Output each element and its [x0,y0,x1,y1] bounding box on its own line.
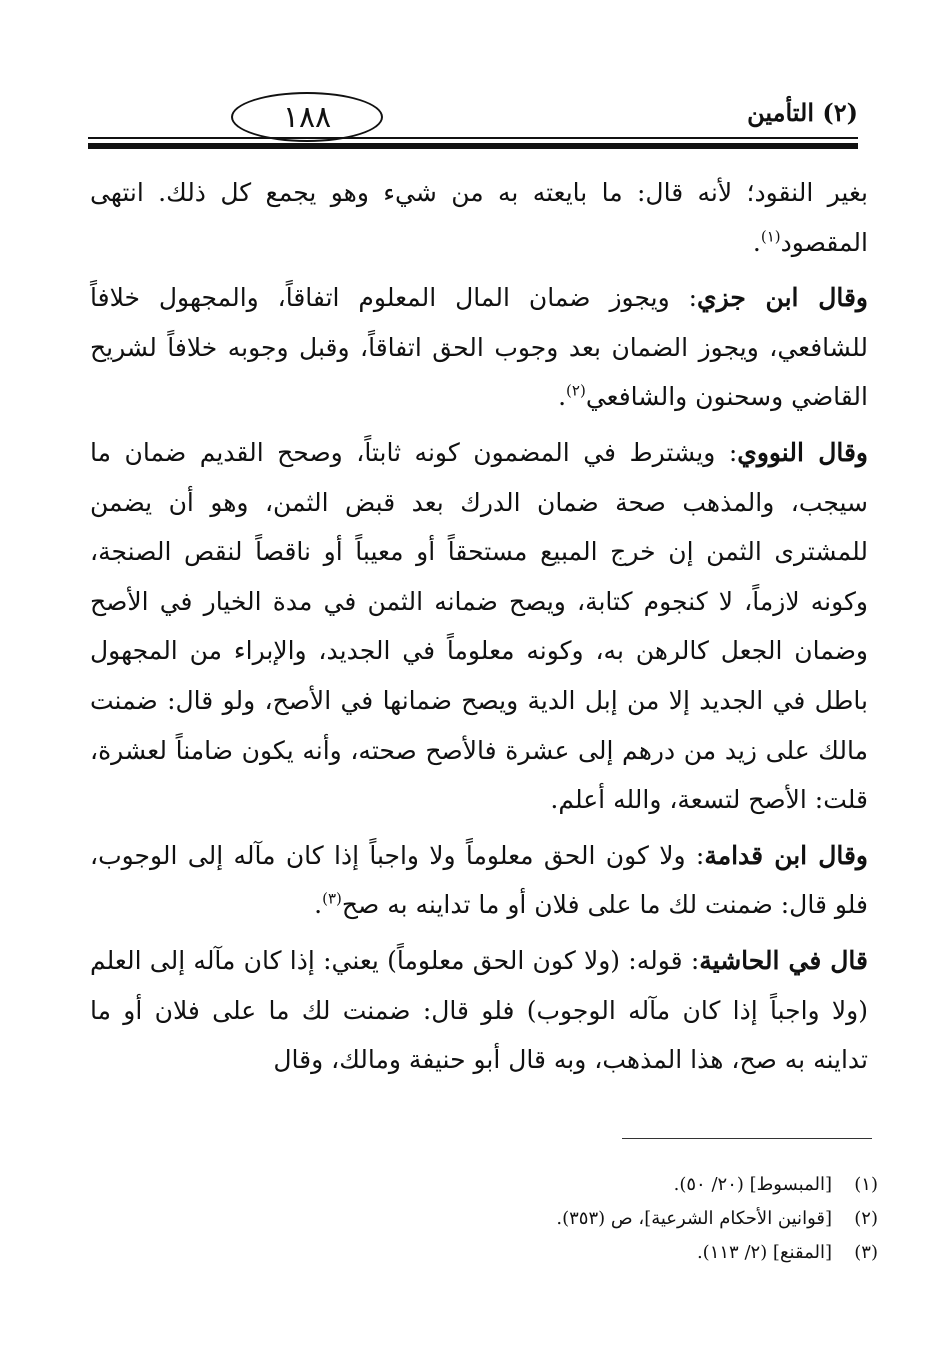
footnote [300,1202,878,1236]
paragraph-speaker: وقال ابن قدامة [704,840,869,870]
paragraph-tail: . [314,890,323,920]
paragraph [90,831,868,930]
footnote-ref[interactable]: (٣) [322,889,342,908]
footnote-number: (٣) [854,1242,878,1263]
footnote-ref[interactable]: (١) [760,227,781,246]
paragraph-speaker: وقال النووي [737,437,868,467]
paragraph [90,428,868,825]
footnote-number: (٢) [854,1208,878,1229]
page-header [88,88,858,158]
header-rule-thin [88,137,858,139]
paragraph-speaker: وقال ابن جزي [697,283,869,313]
main-text [90,168,868,1091]
header-rule-thick [88,143,858,149]
running-title: (٢) التأمين [747,98,858,127]
footnote-text: [المبسوط] (٢٠/ ٥٠). [673,1174,832,1195]
paragraph-text: بغير النقود؛ لأنه قال: ما بايعته به من شيء وهو يجمع كل ذلك. انتهى المقصود [90,178,868,257]
paragraph-text: : ويجوز ضمان المال المعلوم اتفاقاً، والمجهول خلافاً للشافعي، ويجوز الضمان بعد وجوب الحق اتفاقاً، وقبل وجوبه خلافاً لشريح القاضي وسحنون والشافعي [90,283,868,412]
footnote [300,1236,878,1270]
footnote-separator [622,1138,872,1139]
paragraph-tail: . [752,227,761,257]
footnotes [300,1168,878,1270]
paragraph-text: : ويشترط في المضمون كونه ثابتاً، وصحح القديم ضمان ما سيجب، والمذهب صحة ضمان الدرك بعد قبض الثمن، وهو أن يضمن للمشترى الثمن إن خرج المبيع مستحقاً أو معيباً أو ناقصاً لنقص الصنجة، وكونه لازماً، لا كنجوم كتابة، ويصح ضمانه الثمن في مدة الخيار في الأصح وضمان الجعل كالرهن به، وكونه معلوماً في الجديد، والإبراء من المجهول باطل في الجديد إلا من إبل الدية ويصح ضمانها في الأصح، ولو قال: ضمنت مالك على زيد من درهم إلى عشرة فالأصح صحته، وأنه يكون ضامناً لعشرة، قلت: الأصح لتسعة، والله أعلم. [90,437,868,815]
paragraph-text: : ولا كون الحق معلوماً ولا واجباً إذا كان مآله إلى الوجوب، فلو قال: ضمنت لك ما على فلان أو ما تداينه به صح [90,840,868,920]
paragraph-tail: . [558,382,567,412]
footnote [300,1168,878,1202]
footnote-number: (١) [854,1174,878,1195]
paragraph [90,168,868,267]
paragraph-text: : قوله: (ولا كون الحق معلوماً) يعني: إذا كان مآله إلى العلم (ولا واجباً إذا كان مآله الوجوب) فلو قال: ضمنت لك ما على فلان أو ما تداينه به صح، هذا المذهب، وبه قال أبو حنيفة ومالك، وقال [90,945,868,1075]
page-number: ١٨٨ [231,92,383,142]
paragraph-speaker: قال في الحاشية [699,945,869,975]
paragraph [90,936,868,1085]
footnote-text: [المقنع] (٢/ ١١٣). [696,1242,832,1263]
footnote-text: [قوانين الأحكام الشرعية]، ص (٣٥٣). [556,1208,832,1229]
paragraph [90,273,868,422]
footnote-ref[interactable]: (٢) [566,382,586,401]
